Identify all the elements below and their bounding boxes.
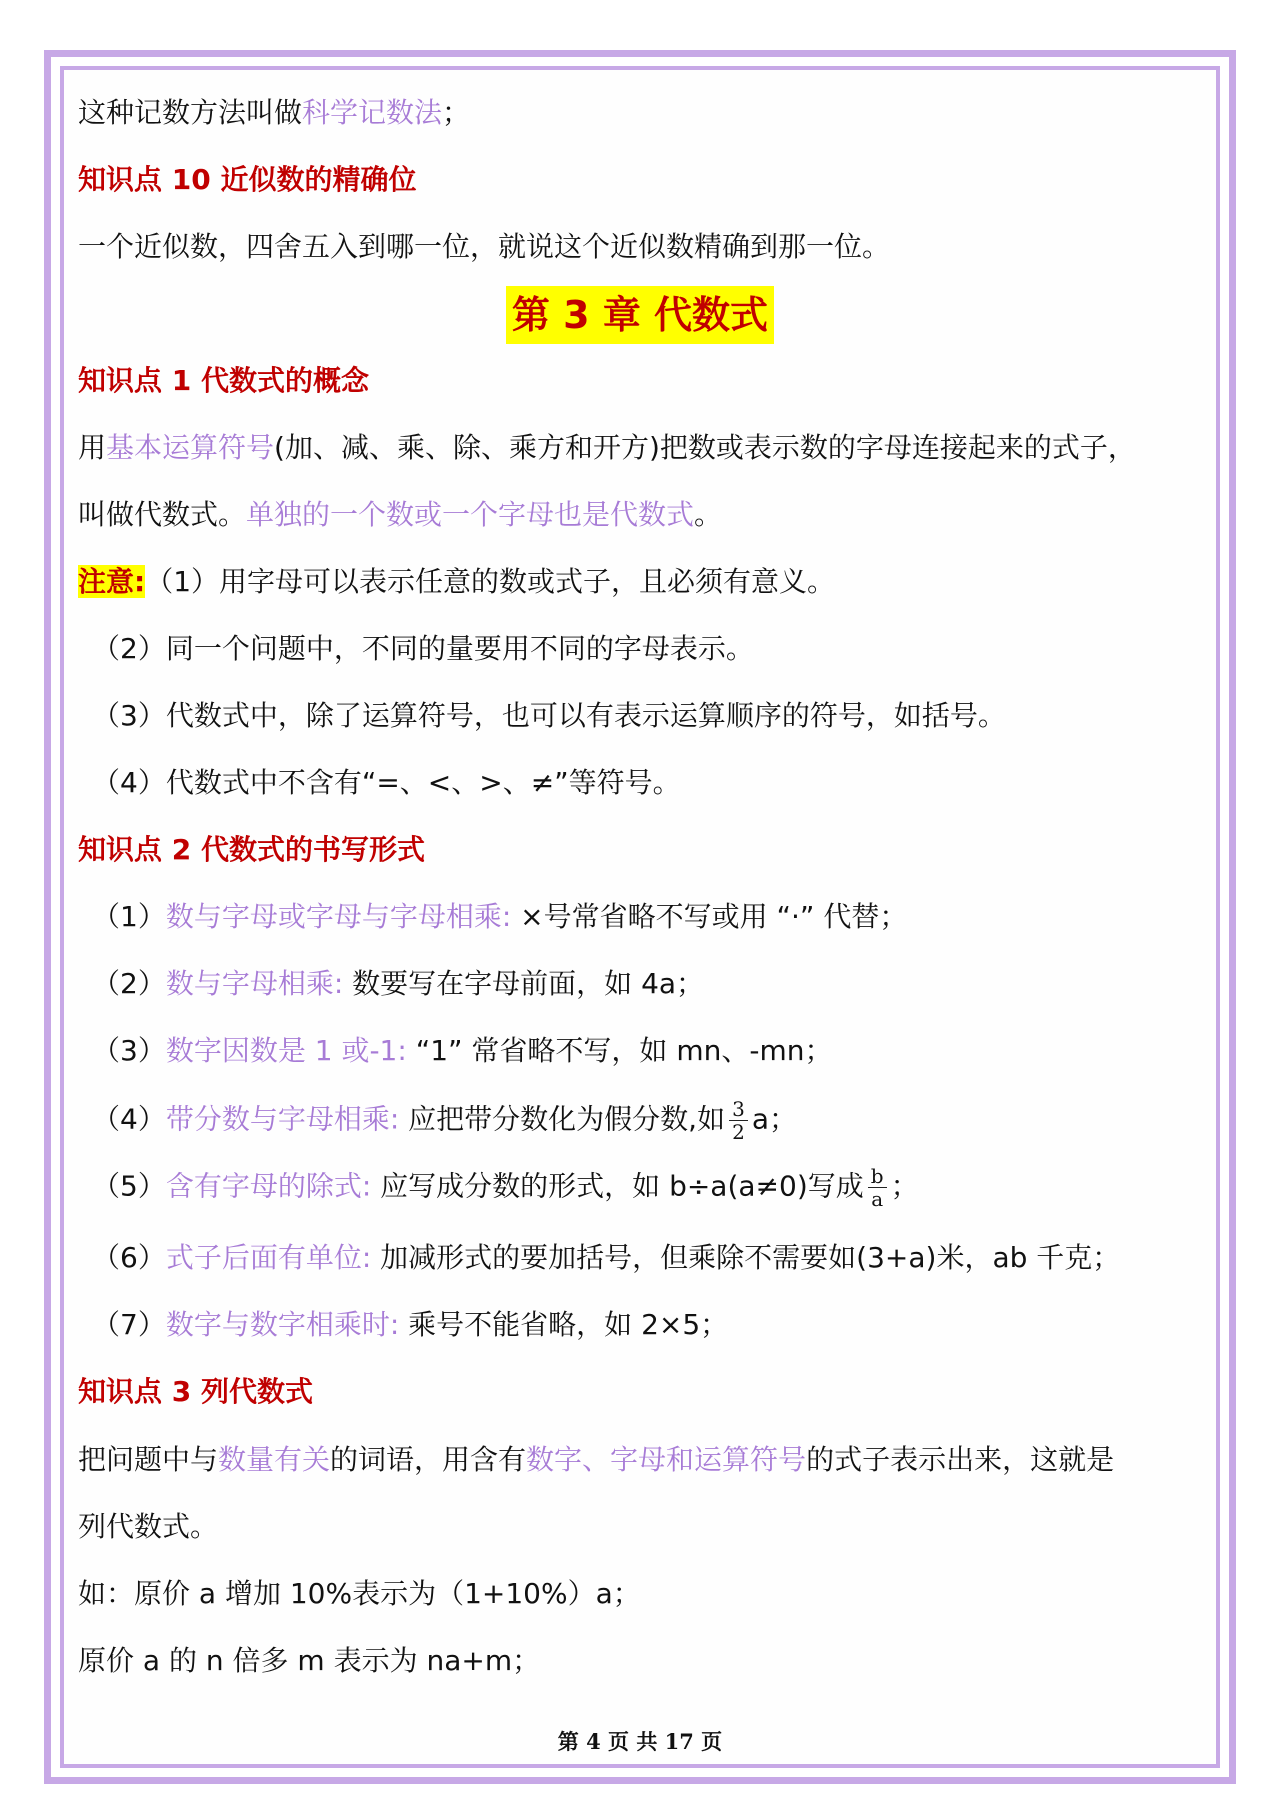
kp10-heading: 知识点 10 近似数的精确位 — [78, 163, 417, 196]
text: （1）用字母可以表示任意的数或式子，且必须有意义。 — [145, 565, 836, 598]
fraction-denominator: a — [871, 1187, 884, 1211]
rule-key: 数与字母相乘: — [165, 967, 344, 1000]
term-highlight: 基本运算符号 — [106, 431, 275, 464]
rule-key: 式子后面有单位: — [165, 1241, 372, 1274]
chapter-title — [0, 286, 1280, 344]
rule-text: 应写成分数的形式，如 b÷a(a≠0)写成 — [371, 1169, 864, 1203]
rule-item — [92, 1238, 1120, 1278]
item-number: （6） — [92, 1241, 166, 1274]
item-number: （4） — [92, 1102, 166, 1136]
rule-text: 加减形式的要加括号，但乘除不需要如(3+a)米，ab 千克； — [371, 1241, 1121, 1274]
text: (加、减、乘、除、乘方和开方)把数或表示数的字母连接起来的式子， — [274, 431, 1136, 464]
item-number: （5） — [92, 1169, 166, 1203]
rule-item — [92, 897, 907, 937]
fraction-numerator: b — [868, 1165, 887, 1188]
rule-text: a； — [751, 1102, 797, 1136]
example-line-1: 如：原价 a 增加 10%表示为（1+10%）a； — [78, 1577, 641, 1610]
note-line-3: （3）代数式中，除了运算符号，也可以有表示运算顺序的符号，如括号。 — [92, 699, 1006, 732]
rule-key: 数字因数是 1 或-1: — [165, 1034, 407, 1067]
rule-item — [92, 1165, 919, 1210]
text: 。 — [694, 498, 723, 531]
term-highlight: 单独的一个数或一个字母也是代数式 — [246, 498, 695, 531]
example-line-2: 原价 a 的 n 倍多 m 表示为 na+m； — [78, 1644, 541, 1677]
rule-text: 应把带分数化为假分数,如 — [399, 1102, 726, 1136]
kp2-heading: 知识点 2 代数式的书写形式 — [78, 833, 425, 866]
kp3-heading: 知识点 3 列代数式 — [78, 1375, 313, 1408]
fraction-numerator: 3 — [729, 1098, 748, 1121]
fraction-denominator: 2 — [732, 1120, 745, 1144]
rule-text: 乘号不能省略，如 2×5； — [399, 1308, 729, 1341]
rule-key: 数与字母或字母与字母相乘: — [165, 900, 512, 933]
rule-item — [92, 1098, 797, 1143]
text: 的式子表示出来，这就是 — [806, 1443, 1115, 1476]
text: 的词语，用含有 — [330, 1443, 527, 1476]
fraction — [729, 1098, 748, 1143]
rule-item — [92, 964, 704, 1004]
chapter-title-text: 第 3 章 代数式 — [506, 286, 774, 344]
kp1-heading: 知识点 1 代数式的概念 — [78, 364, 369, 397]
rule-item — [92, 1305, 728, 1345]
rule-text: 数要写在字母前面，如 4a； — [343, 967, 705, 1000]
definition-line-2 — [78, 495, 722, 535]
note-line-2: （2）同一个问题中，不同的量要用不同的字母表示。 — [92, 632, 754, 665]
rule-text: ； — [890, 1169, 919, 1203]
note-label: 注意: — [78, 565, 146, 598]
text: 把问题中与 — [78, 1443, 219, 1476]
item-number: （3） — [92, 1034, 166, 1067]
rule-text: ×号常省略不写或用 “·” 代替； — [511, 900, 908, 933]
fraction — [868, 1165, 887, 1210]
list-expr-line-2: 列代数式。 — [78, 1510, 219, 1543]
term-highlight: 科学记数法 — [302, 96, 443, 129]
rule-item — [92, 1031, 832, 1071]
item-number: （7） — [92, 1308, 166, 1341]
approx-line: 一个近似数，四舍五入到哪一位，就说这个近似数精确到那一位。 — [78, 230, 891, 263]
page-number: 第 4 页 共 17 页 — [557, 1729, 723, 1754]
item-number: （1） — [92, 900, 166, 933]
definition-line-1 — [78, 428, 1136, 468]
rule-key: 含有字母的除式: — [165, 1169, 372, 1203]
note-line-1 — [78, 562, 835, 602]
note-line-4: （4）代数式中不含有“=、<、>、≠”等符号。 — [92, 766, 681, 799]
rule-key: 数字与数字相乘时: — [165, 1308, 400, 1341]
text: 用 — [78, 431, 107, 464]
text: 这种记数方法叫做 — [78, 96, 303, 129]
list-expr-line-1 — [78, 1440, 1114, 1480]
item-number: （2） — [92, 967, 166, 1000]
rule-key: 带分数与字母相乘: — [165, 1102, 400, 1136]
text: ； — [442, 96, 471, 129]
term-highlight: 数量有关 — [218, 1443, 331, 1476]
text: 叫做代数式。 — [78, 498, 247, 531]
rule-text: “1” 常省略不写，如 mn、-mn； — [406, 1034, 833, 1067]
sci-notation-line — [78, 93, 470, 133]
term-highlight: 数字、字母和运算符号 — [526, 1443, 807, 1476]
